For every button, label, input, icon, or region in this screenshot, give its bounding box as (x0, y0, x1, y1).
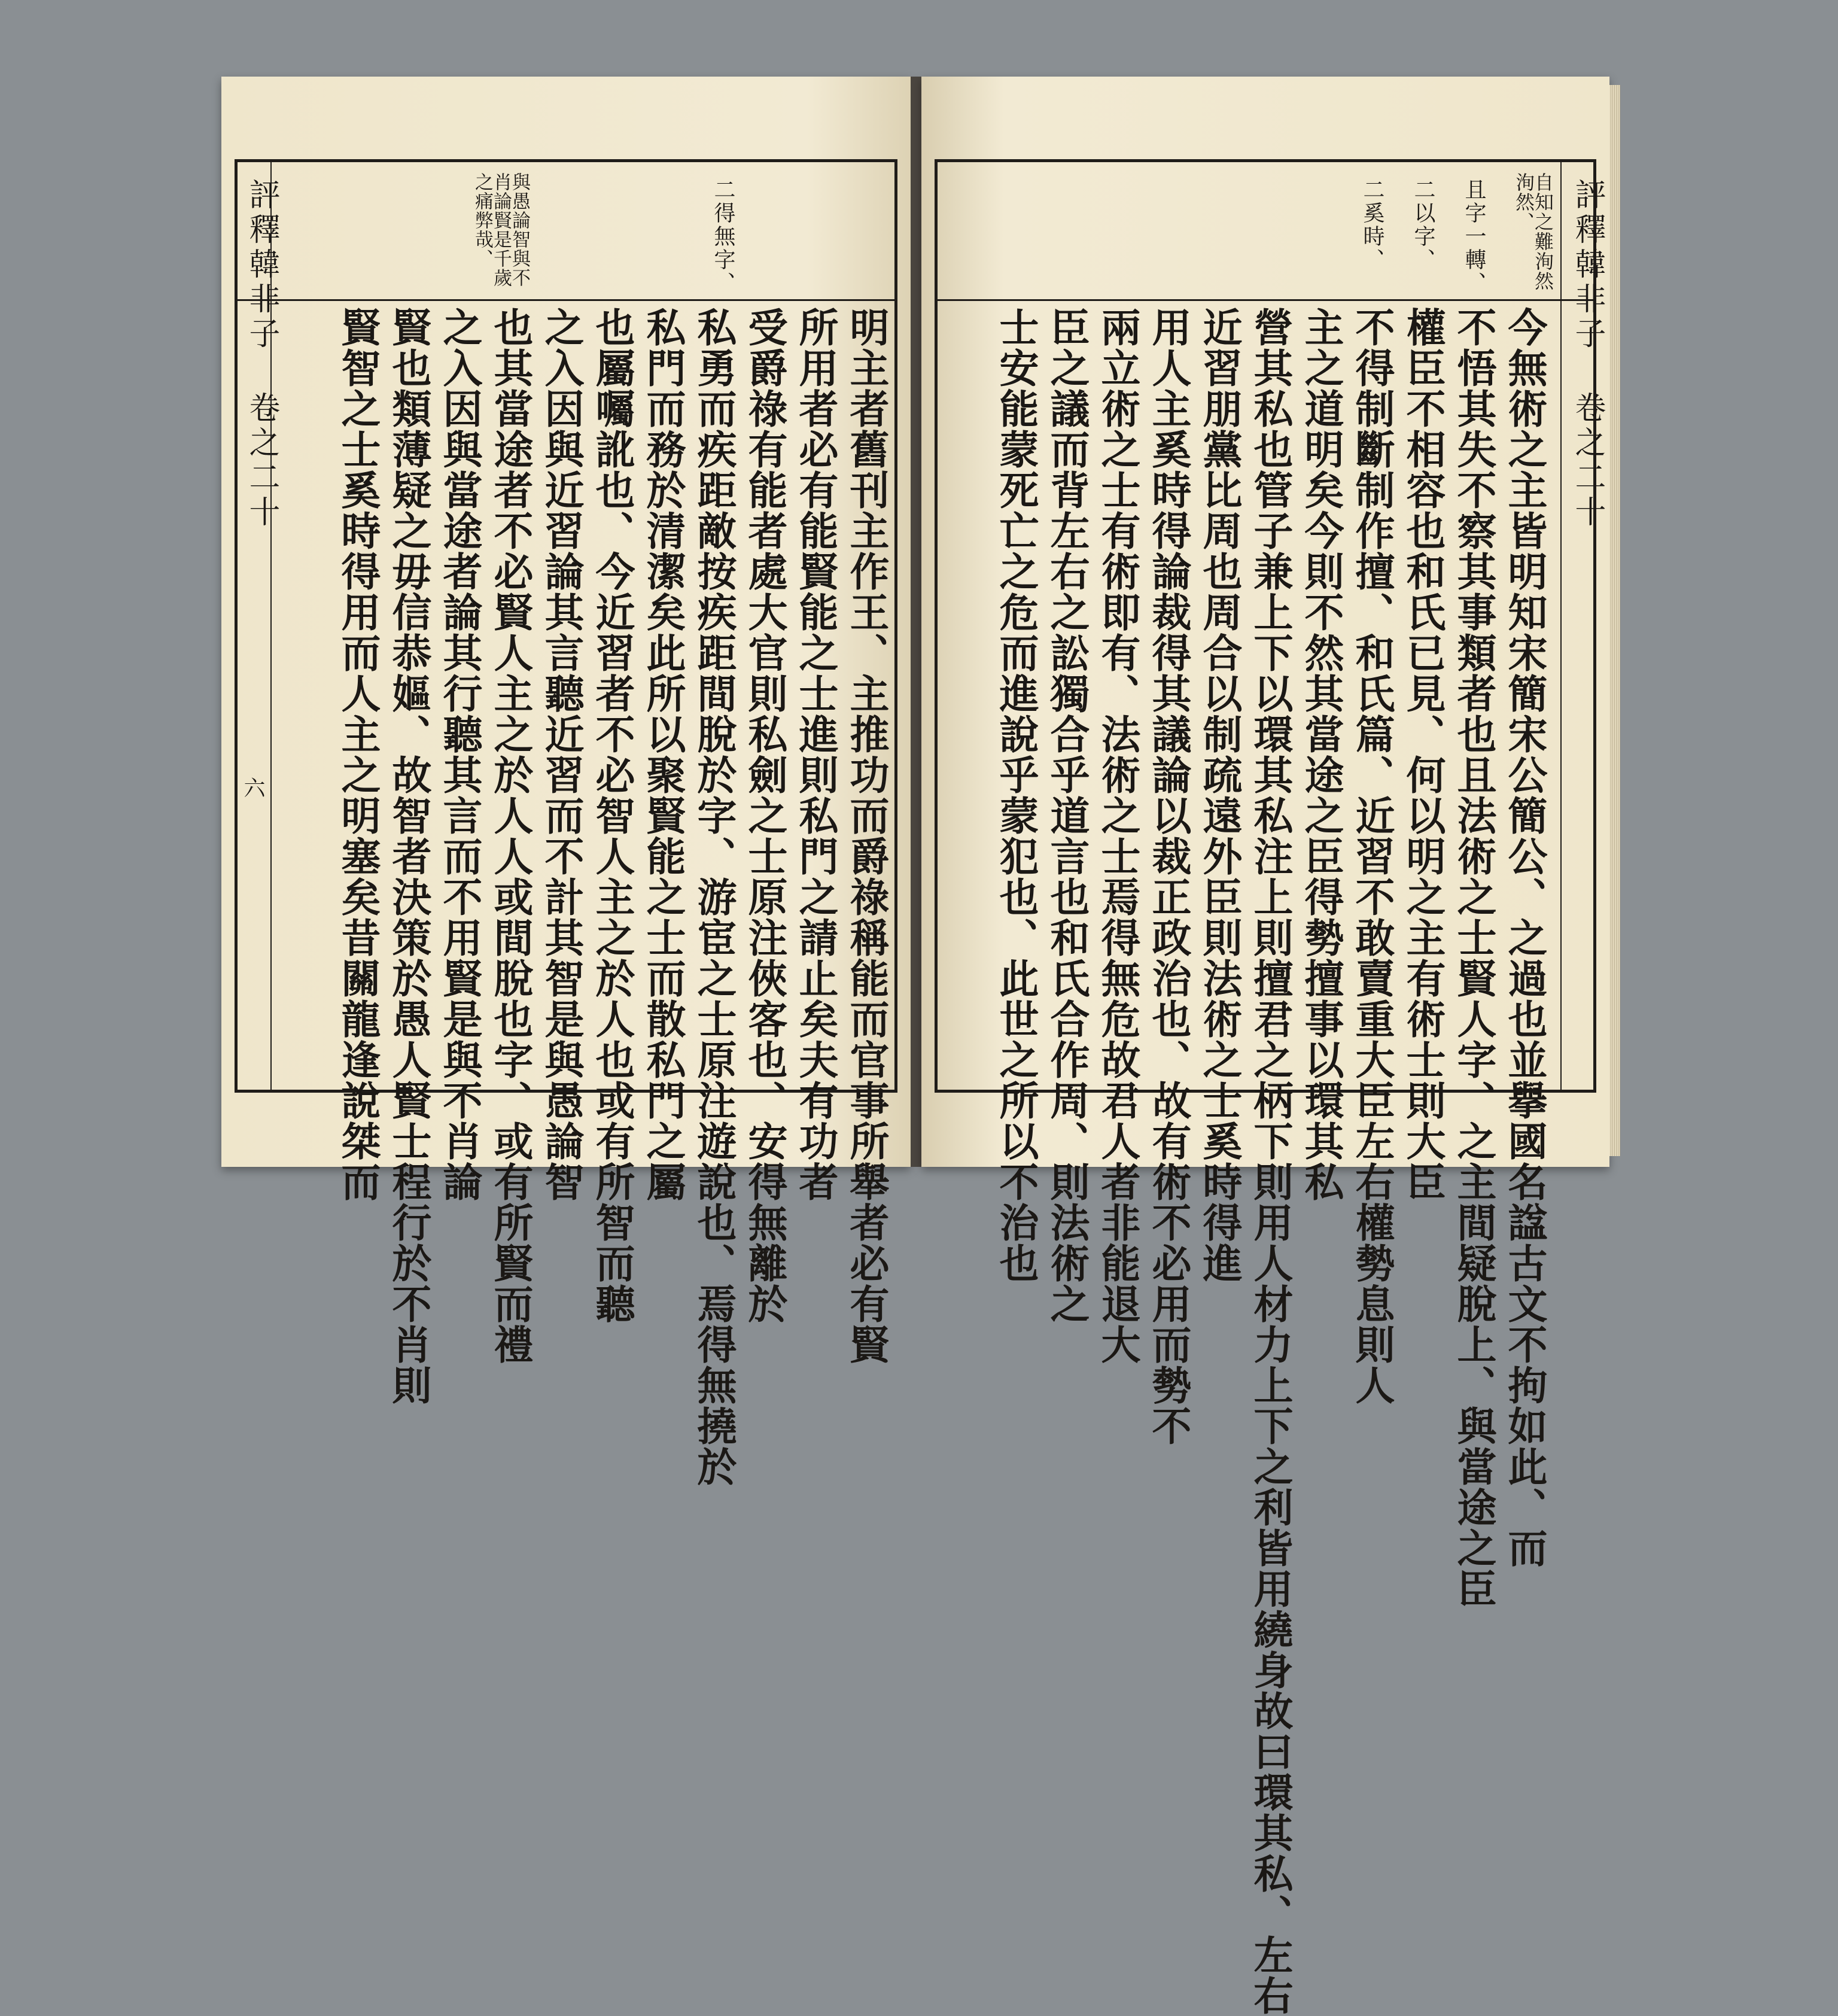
text-column: 賢智之士奚時得用而人主之明塞矣昔關龍逢說桀而 (334, 307, 381, 1202)
text-column: 也其當途者不必賢人主之於人人或間脫也字、或有所賢而禮 (487, 307, 534, 1365)
folio-number: 六 (241, 777, 265, 800)
text-column: 之入因與當途者論其行聽其言而不用賢是與不肖論 (436, 307, 483, 1202)
headnote: 二奚時、 (1360, 178, 1384, 272)
text-column: 也屬囑訛也、今近習者不必智人主之於人也或有所智而聽 (589, 307, 635, 1324)
open-book (221, 77, 1609, 2016)
right-page (921, 77, 1609, 2016)
text-column: 之入因與近習論其言聽近習而不計其智是與愚論智 (538, 307, 585, 1202)
text-column: 明主者舊刊主作王、主推功而爵祿稱能而官事所舉者必有賢 (843, 307, 890, 1365)
text-column: 臣之議而背左右之訟獨合乎道言也和氏合作周、則法術之 (1043, 307, 1090, 1324)
margin-title: 評釋韓非子 卷之二十 (1569, 178, 1605, 530)
text-column: 不得制斷制作擅、和氏篇、近習不敢賣重大臣左右權勢息則人 (1349, 307, 1395, 1406)
text-column: 私勇而疾距敵按疾距間脫於字、游宦之士原注遊說也、焉得無撓於 (690, 307, 737, 1487)
headnote: 二得無字、 (711, 178, 735, 295)
text-column: 今無術之主皆明知宋簡宋公簡公、之過也並擧國名諡古文不拘如此、而 (1501, 307, 1548, 1568)
left-page (221, 77, 911, 1487)
text-column: 主之道明矣今則不然其當途之臣得勢擅事以環其私 (1298, 307, 1344, 1202)
text-column: 營其私也管子兼上下以環其私注上則擅君之柄下則用人材力上下之利皆用繞身故曰環其私、左右 (1247, 307, 1294, 2016)
headnote-divider (938, 299, 1593, 301)
text-column: 權臣不相容也和氏已見、何以明之主有術士則大臣 (1399, 307, 1446, 1202)
headnote: 與愚論智與不肖論賢是千歲之痛弊哉、 (471, 172, 530, 287)
page-edges (1609, 85, 1620, 1156)
headnote: 且字一轉、 (1462, 178, 1486, 295)
text-column: 士安能蒙死亡之危而進說乎蒙犯也、此世之所以不治也 (993, 307, 1039, 1284)
headnote: 自知之難洵然洵然、 (1513, 172, 1554, 291)
text-column: 受爵祿有能者處大官則私劍之士原注俠客也、安得無離於 (741, 307, 788, 1324)
text-column: 賢也類薄疑之毋信恭嫗、故智者決策於愚人賢士程行於不肖則 (385, 307, 432, 1406)
text-column: 兩立術之士有術即有、法術之士焉得無危故君人者非能退大 (1094, 307, 1141, 1365)
text-column: 用人主奚時得論裁得其議論以裁正政治也、故有術不必用而勢不 (1145, 307, 1192, 1446)
margin-rule (1560, 162, 1562, 1090)
text-column: 私門而務於清潔矣此所以聚賢能之士而散私門之屬 (640, 307, 686, 1202)
text-column: 近習朋黨比周也周合以制疏遠外臣則法術之士奚時得進 (1196, 307, 1243, 1284)
text-column: 所用者必有能賢能之士進則私門之請止矣夫有功者 (792, 307, 839, 1202)
book-gutter (911, 77, 921, 1167)
headnote: 二以字、 (1411, 178, 1435, 272)
headnote-divider (238, 299, 894, 301)
text-column: 不悟其失不察其事類者也且法術之士賢人字、之主間疑脫上、與當途之臣 (1450, 307, 1497, 1609)
margin-title: 評釋韓非子 卷之二十 (244, 178, 279, 530)
